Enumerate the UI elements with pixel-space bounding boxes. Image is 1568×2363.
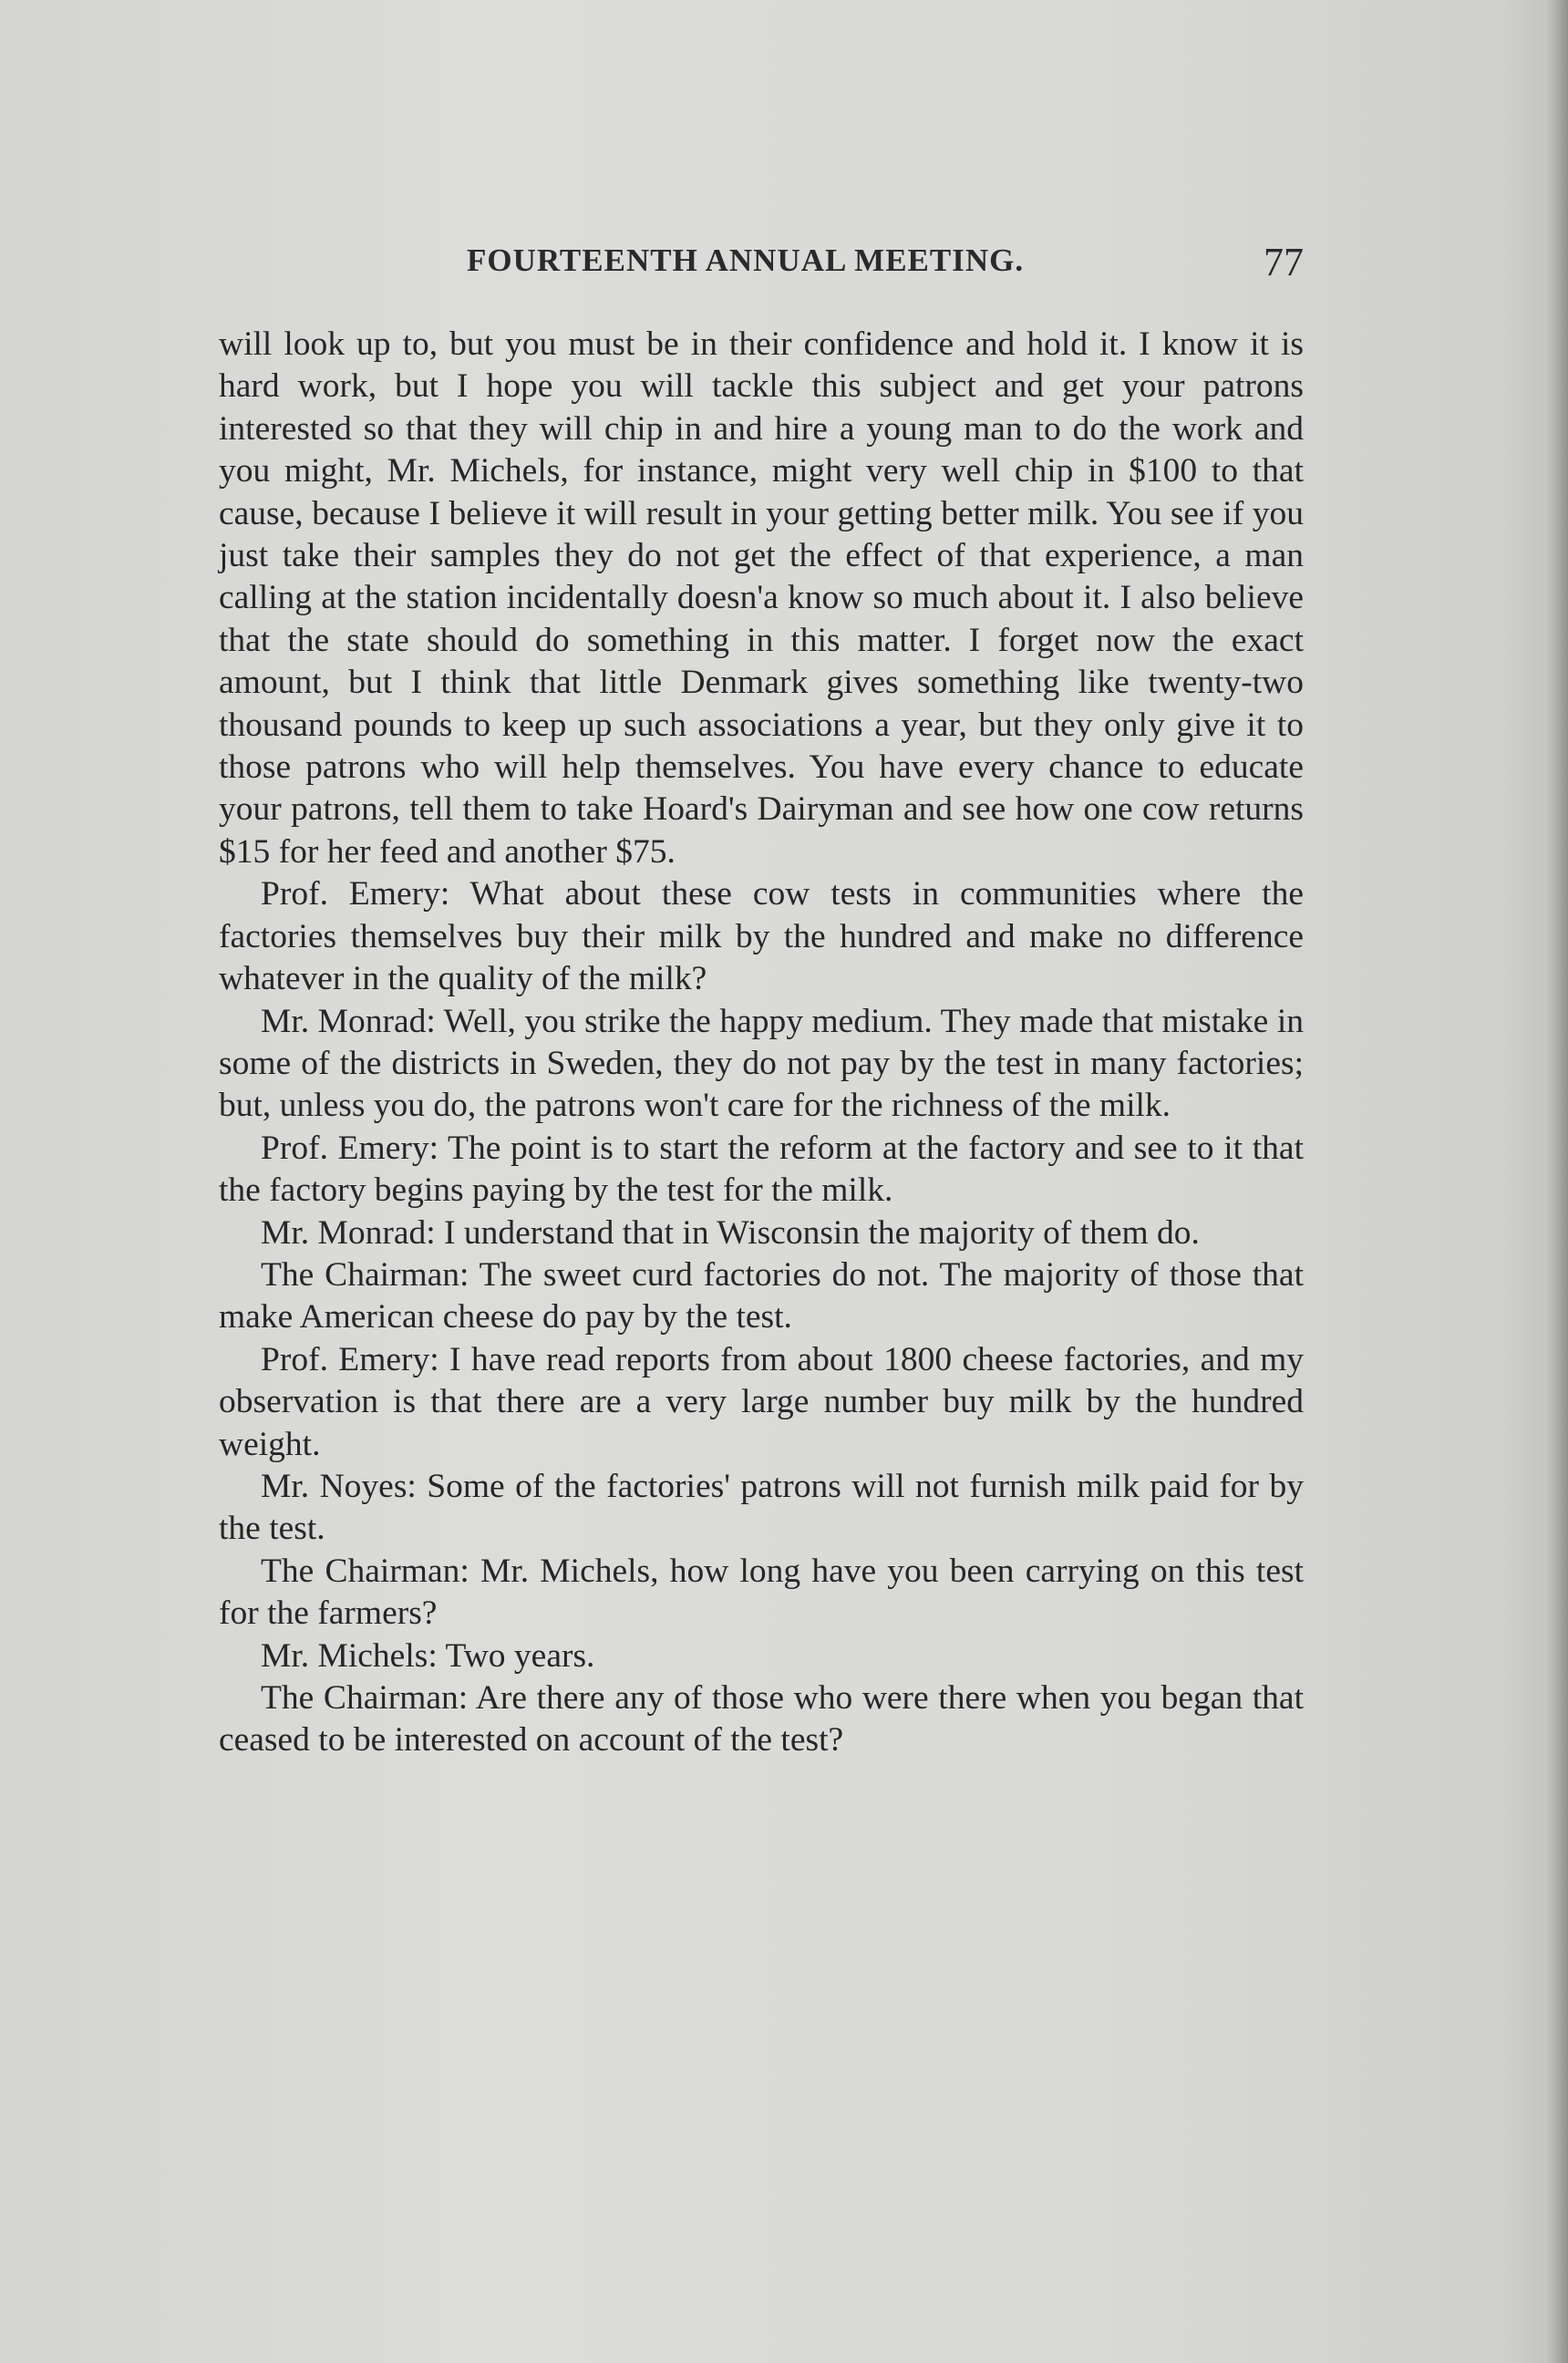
paragraph-monrad-2: Mr. Monrad: I understand that in Wisconsin the majority of them do. <box>261 1213 1200 1252</box>
page-edge <box>1544 0 1568 2363</box>
paragraph-chairman-3: The Chairman: Are there any of those who were there when you began that ceased to be interested on account of the test? <box>219 1679 1304 1759</box>
running-head: FOURTEENTH ANNUAL MEETING. <box>467 242 1025 278</box>
paragraph-continuation: will look up to, but you must be in their confidence and hold it. I know it is hard work, but I hope you will tackle this subject and get your patrons interested so that they will chip in and hire a young man to do the work and you might, Mr. Michels, for instance, might very well chip in $100 to that cause, because I believe it will result in your getting better milk. You see if you just take their samples they do not get the effect of that experience, a man calling at the station incidentally doesn'a know so much about it. I also believe that the state should do something in this matter. I forget now the exact amount, but I think that little Denmark gives something like twenty-two thousand pounds to keep up such associations a year, but they only give it to those patrons who will help themselves. You have every chance to educate your patrons, tell them to take Hoard's Dairyman and see how one cow returns $15 for her feed and another $75. <box>219 325 1304 871</box>
body-text <box>219 324 1304 1762</box>
paragraph-noyes-1: Mr. Noyes: Some of the factories' patrons will not furnish milk paid for by the test. <box>219 1467 1304 1548</box>
page-header <box>219 235 1304 299</box>
paragraph-monrad-1: Mr. Monrad: Well, you strike the happy medium. They made that mistake in some of the districts in Sweden, they do not pay by the test in many factories; but, unless you do, the patrons won't care for the richness of the milk. <box>219 1002 1304 1125</box>
paragraph-emery-1: Prof. Emery: What about these cow tests in communities where the factories themselves buy their milk by the hundred and make no difference whatever in the quality of the milk? <box>219 875 1304 998</box>
page-number: 77 <box>1264 240 1304 284</box>
paragraph-emery-2: Prof. Emery: The point is to start the reform at the factory and see to it that the factory begins paying by the test for the milk. <box>219 1129 1304 1210</box>
paragraph-chairman-1: The Chairman: The sweet curd factories do not. The majority of those that make American cheese do pay by the test. <box>219 1255 1304 1336</box>
paragraph-michels-1: Mr. Michels: Two years. <box>261 1636 595 1675</box>
paragraph-chairman-2: The Chairman: Mr. Michels, how long have you been carrying on this test for the farmers? <box>219 1552 1304 1633</box>
paragraph-emery-3: Prof. Emery: I have read reports from about 1800 cheese factories, and my observation is that there are a very large number buy milk by the hundred weight. <box>219 1340 1304 1463</box>
